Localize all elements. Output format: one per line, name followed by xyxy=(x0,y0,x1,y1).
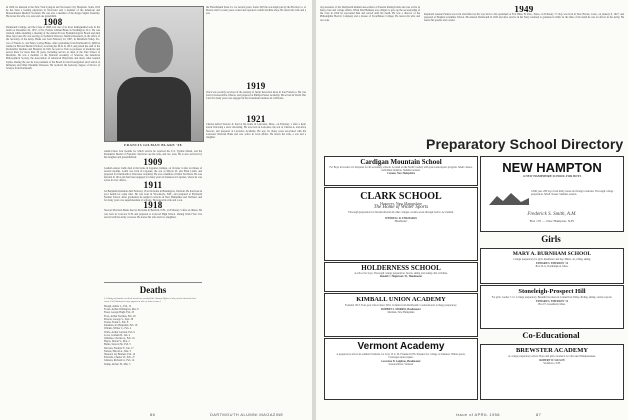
deaths-list xyxy=(104,305,202,366)
school-name: CLARK SCHOOL xyxy=(360,191,442,202)
obituary-text: Stewart Morrison Burns died at his home in Bedford, N.H., on February 5 after an illness. He was born in Concord, N.H. and prepared at Concord High School. During World War I he served with the Army overseas. He leaves his wife and two daughters. xyxy=(104,209,202,219)
issue-date: Issue of APRIL 1958 xyxy=(456,412,500,417)
directory-title: Preparatory School Directory xyxy=(426,136,624,152)
school-name: Stoneleigh-Prospect Hill xyxy=(518,288,586,295)
death-entry: Fuser, George Hugh, Feb. 23 xyxy=(104,311,135,315)
headmaster-name: Donald C. Hagerman '41, Headmaster xyxy=(379,275,423,278)
school-address: Saxtons River, Vermont xyxy=(388,363,414,366)
deaths-title: Deaths xyxy=(139,285,167,295)
school-name: MARY A. BURNHAM SCHOOL xyxy=(512,251,592,257)
death-entry: Turner, Frank J., Feb. 8 xyxy=(104,321,129,325)
section-heading-coed: Co-Educational xyxy=(522,330,580,340)
ad-brewster[interactable] xyxy=(480,344,624,400)
ad-clark[interactable] xyxy=(324,187,478,261)
school-tagline: The Home of Winter Sports xyxy=(373,205,429,210)
school-address: Canaan, New Hampshire xyxy=(387,172,415,175)
school-desc: Founded 1813. Four-year school since 1934. 14 miles from Dartmouth. Coeducational. College preparatory. xyxy=(344,304,458,307)
death-entry: Kinsman, Ira Benjamin, Feb. 18 xyxy=(104,324,138,328)
school-name: KIMBALL UNION ACADEMY xyxy=(356,296,446,303)
right-page xyxy=(316,0,628,420)
landscape-icon xyxy=(489,191,529,205)
school-address: Box 67, Greenfield, Mass. xyxy=(538,303,566,306)
headmaster-name: EDWARD S. EMERSON '14 xyxy=(536,300,568,303)
page-number: 86 xyxy=(150,412,156,417)
obituary-text: Graham Anson Lamb died at his home in Ligonier, Indiana, on October 4 after an illness of several months. Lamb was born in Ligonier, the son of Myron W. and Ellen Lamb, and prepared for Dartmouth at Worcester Academy. He was a member of Delta Tau Delta. He was married in 1914 and had been engaged for many years in business in Ligonier, where he was active in civic affairs. xyxy=(104,166,202,183)
page-number: 87 xyxy=(536,412,542,417)
school-desc: A preparatory school in southern Vermont, for boys 13 to 19. Founded 1876. Prepares for college or business. Winter sports. Catalogue upon request. xyxy=(336,353,466,359)
left-page xyxy=(0,0,312,420)
school-desc: A college preparatory school. Boys and girls. Grades 9-12. On Lake Winnipesaukee. xyxy=(508,355,596,358)
death-entry: Burns, Stewart M., Feb. 5 xyxy=(104,343,131,347)
death-entry: Hayes, Dexter V., Mar. 2 xyxy=(104,340,130,344)
class-year-heading: 1908 xyxy=(43,16,63,27)
deaths-intro: [A listing of deaths of which word has reached the Alumni Office in the period since the last issue. Full obituaries may appear in this or later issues.] xyxy=(104,297,196,303)
portrait-photo xyxy=(104,6,204,142)
death-entry: Hough, Arthur L., Feb. 13 xyxy=(104,305,132,308)
left-column-3 xyxy=(206,6,306,401)
headmaster-name: Lawrence B. Leighton, Headmaster xyxy=(381,360,421,363)
class-year-heading: 1921 xyxy=(246,114,266,125)
school-name: HOLDERNESS SCHOOL xyxy=(361,264,441,272)
school-desc: College preparatory for girls. Residence and day. Music, art, riding, skiing. xyxy=(513,258,591,261)
portrait-head xyxy=(135,27,173,73)
right-column-2 xyxy=(424,6,624,146)
portrait-suit xyxy=(117,77,191,141)
school-location: Hanover, New Hampshire xyxy=(380,201,422,206)
obituary-text: Word was recently received of the passing of Justin Knowlton Rose in San Francisco. He was born in Jacksonville, Illinois, and prepared at Phillips Exeter Academy. He served in World War I and for many years was engaged in the investment business in California. xyxy=(206,90,306,100)
death-entry: Edwards, Chester W., Feb. 27 xyxy=(104,356,135,360)
ad-stoneleigh[interactable] xyxy=(480,285,624,329)
death-entry: Ormsbee, Charles A., Feb. 16 xyxy=(104,337,135,341)
school-name: Cardigan Mountain School xyxy=(360,158,442,166)
school-desc: For girls. Grades 7-12. College preparatory. Beautiful location in Connecticut Valley. Riding, skiing, outdoor sports. xyxy=(491,296,613,299)
school-desc: Thorough preparation for Dartmouth and all other colleges. Grades seven through twelve. Accredited. xyxy=(348,211,454,214)
death-entry: Wolfe, Arthur Garrard, Feb. 9 xyxy=(104,330,135,334)
ad-holderness[interactable] xyxy=(324,262,478,292)
obituary-text: in 1929, he interned at the New York Lying-in and Worcester City Hospitals. Some 1910 he has been a leading physician in Worcester and a member of the American and Massachusetts Medical Societies. He was also a member of the Kappa Sigma fraternity. He leaves his wife, two sons and one grandchild. xyxy=(6,6,100,19)
school-name: NEW HAMPTON xyxy=(502,160,602,175)
ad-kimball[interactable] xyxy=(324,293,478,337)
obituary-text: Dartmouth College, and the Class of 1908, lost one of its most distinguished sons in the death on December 20, 1957, of Dr. Francis Gilman Blake in Washington, D.C. He was stricken while attending a meeting of the Armed Forces Epidemiological Board and died three days later. He was serving as Technical Director, Medical Research, in the office of the Secretary of the Army. Blake was born February 22, 1887, in Mansfield Valley, Pa., son of Francis G. and Mary Loring Blake. After graduating from Dartmouth in 1908 he studied at Harvard Medical School, receiving his M.D. in 1913, and joined the staff of the Rockefeller Institute and Hospital. In 1921 he went to Yale as professor of medicine and served there for more than 30 years, including service as dean of the Yale School of Medicine. He was a member of the National Academy of Sciences, the American Philosophical Society, the Association of American Physicians and many other learned bodies. During the war he was president of the Board for the Investigation and Control of Influenza and Other Epidemic Diseases. He received the honorary degree of Doctor of Science from Dartmouth. xyxy=(6,25,100,70)
death-entry: Lowe, Graham B., Jan. 4 xyxy=(104,333,130,337)
left-column-1 xyxy=(6,6,100,401)
headmaster-name: WENDELL D. THAMARUS xyxy=(384,217,418,220)
class-year-heading: 1919 xyxy=(246,81,266,92)
school-desc: 129th year. 280 boys from thirty states and foreign countries. Thorough college preparation. Small classes. Summer session. xyxy=(531,190,614,196)
class-year-heading: 1909 xyxy=(143,157,163,168)
ad-new-hampton[interactable] xyxy=(480,156,624,232)
obituary-text: Ira Benjamin Kinsman died February 18 at his home in Bennington, Vermont. He had been in poor health for some time. He was born in Woodstock, N.H., and prepared at Plymouth Normal School. After graduation he taught in schools in New Hampshire and Vermont, and for many years was superintendent of schools. He leaves his wife and a son. xyxy=(104,189,202,203)
section-heading-girls: Girls xyxy=(541,234,561,244)
headmaster-name: ROBERT S. MORRIS, Headmaster xyxy=(381,308,421,311)
deaths-box xyxy=(104,282,202,397)
obituary-text: Charles Alfred Stewart Jr. died at his home in Lancaster, Mass., on February 1 after a heart attack following a snow shoveling. He was born in Lancaster, the son of Charles A. and Alice Stewart, and prepared at Lawrence Academy. He was for many years associated with the Lancaster National Bank and was active in town affairs. He leaves his wife, a son and a daughter. xyxy=(206,123,306,139)
magazine-title: DARTMOUTH ALUMNI MAGAZINE xyxy=(210,412,284,417)
headmaster-name: ROBERT W. GILSON xyxy=(539,359,565,362)
ad-vermont-academy[interactable] xyxy=(324,338,478,400)
death-entry: Shepard, Jay Bennett, Feb. 14 xyxy=(104,353,136,357)
class-year-heading: 1918 xyxy=(143,200,163,211)
ad-burnham[interactable] xyxy=(480,248,624,284)
headmaster-name: Frederick S. Smith, A.M. xyxy=(527,212,577,217)
headmaster-title: Headmaster xyxy=(394,220,408,223)
school-name: Vermont Academy xyxy=(357,341,445,352)
school-desc: A school for boys. Thorough college preparation. Sports, skiing and outing club activities. xyxy=(354,272,448,275)
school-name: BREWSTER ACADEMY xyxy=(515,347,589,354)
school-address: Wolfeboro, N.H. xyxy=(543,362,561,365)
ad-cardigan[interactable] xyxy=(324,156,478,186)
obituary-text: studied there four months for which service he received the U.S. Typhus Medal, and the President's Medal of Freedom. Survivors are his wife, and two sons. He is also survived by his daughter and grandchildren. xyxy=(104,150,202,160)
death-entry: Dawson, Frederic F., Jan. 17 xyxy=(104,346,134,350)
death-entry: Foster, Arthur Wellington, Mar. 8 xyxy=(104,308,139,312)
school-address: Box 170 — New Hampton, N.H. xyxy=(529,219,575,223)
death-entry: Johnson, Richard O., Feb. 14 xyxy=(104,359,135,363)
headmaster-name: EDWARD S. EMERSON '14 xyxy=(536,262,568,265)
class-year-heading: 1949 xyxy=(514,6,534,14)
right-column-1 xyxy=(320,6,420,146)
obituary-text: tary-treasurer of the Dartmouth Alumni Association of Eastern Pennsylvania and was active in many class and college affairs. When Paul Belknap was obliged to give up the secretaryship of the class in 1950 he succeeded him and served until his death. He was a director of the Philadelphia Electric Company and a trustee of Swarthmore College. He leaves his wife and two sons. xyxy=(320,6,420,22)
death-entry: Preston, George S., Sept. 29 xyxy=(104,317,134,321)
class-year-heading: 1911 xyxy=(143,180,163,191)
school-address: Box 43-A, Northampton, Mass. xyxy=(535,265,569,268)
death-entry: Frost, Arthur Norman, Feb. 20 xyxy=(104,314,136,318)
photo-caption: FRANCIS GILMAN BLAKE '08 xyxy=(124,143,182,147)
school-address: Meriden, New Hampshire xyxy=(387,311,415,314)
death-entry: Walden, Wilder C., Feb. 4 xyxy=(104,327,132,331)
obituary-text: the Fleischmann Yeast Co. for several years. Some 1933 he was employed by the Bowles Co. of Boston and for some years owned and operated a small machine shop. He leaves his wife and a son. xyxy=(206,6,306,16)
obituary-text: Raymond Gruette Fenner was born and killed on his way back to his apartment at Fort Bliss, El Paso, Texas, on February 17. Ray was born in New Haven, Conn., on January 6, 1927, and prepared at Hopkins Grammar School. He entered Dartmouth in 1945 and after service in the Navy returned to graduate in 1949. At the time of his death he was an officer in the Army. He leaves his parents and a sister. xyxy=(424,13,624,23)
school-subtitle: A NEW HAMPSHIRE SCHOOL FOR BOYS xyxy=(522,174,582,178)
school-desc: For Boys in Grades 5-9. Prepares for all secondary schools. Located on the North Country with year-round sports program. Small classes, individual attention. Summer session. xyxy=(329,166,473,172)
death-entry: Stump, Robert H., Mar. 5 xyxy=(104,362,131,366)
death-entry: Nelson, Harold A., Mar. 3 xyxy=(104,349,131,353)
